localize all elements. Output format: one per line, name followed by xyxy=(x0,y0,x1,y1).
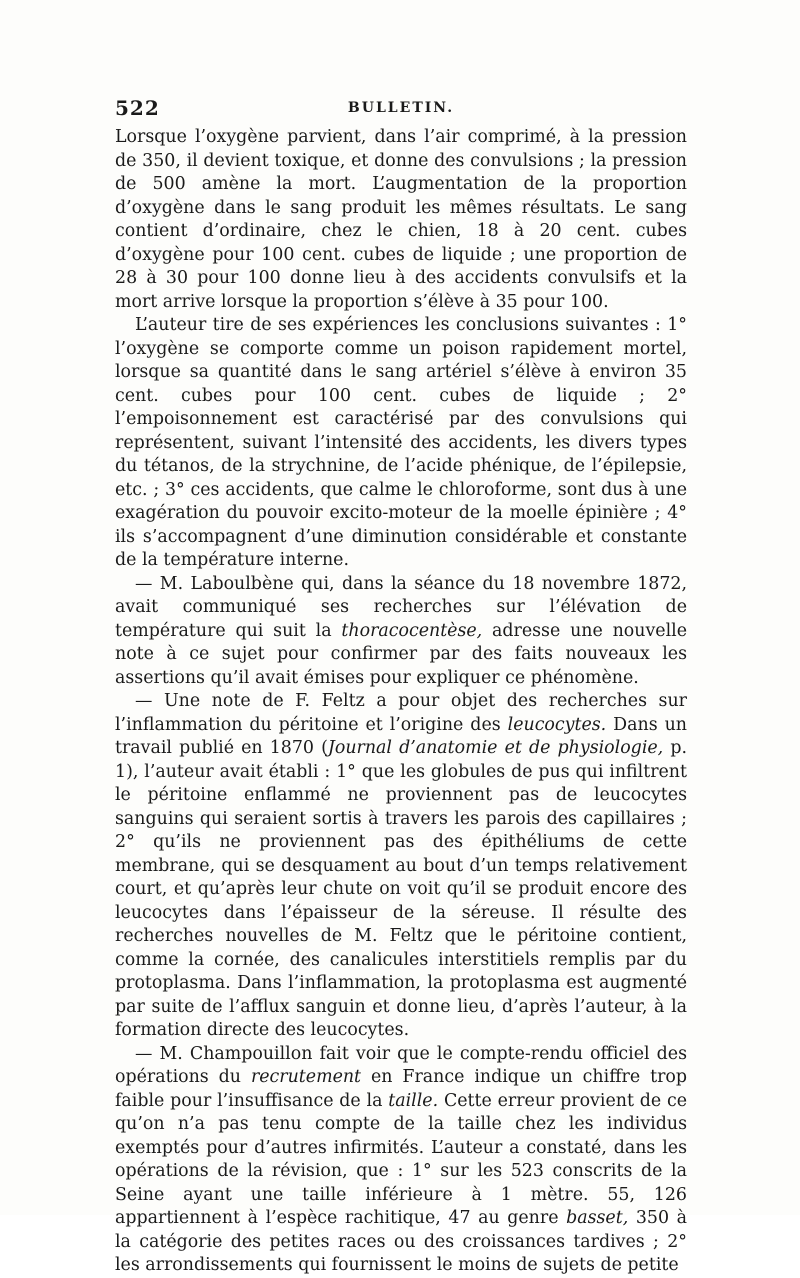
text-run: — Une note de F. Feltz a pour objet des recherches sur l’inflammation du péritoine et l’origine des xyxy=(115,691,687,735)
italic-term: taille. xyxy=(388,1090,439,1111)
text-run: Dans un travail publié en 1870 ( xyxy=(115,714,687,758)
text-run: p. 1), l’auteur avait établi : 1° que les globules de pus qui infiltrent le péritoine enflammé ne proviennent pas de leucocytes sanguins qui seraient sortis à travers les parois des capillaires ; 2° qu’ils ne proviennent pas des épithéliums de cette membrane, qui se desquament au bout d’un temps relativement court, et qu’après leur chute on voit qu’il se produit encore des leucocytes dans l’épaisseur de la séreuse. Il résulte des recherches nouvelles de M. Feltz que le péritoine contient, comme la cornée, des canalicules interstitiels remplis par du protoplasma. Dans l’inflammation, la protoplasma est augmenté par suite de l’afflux sanguin et donne lieu, d’après l’auteur, à la formation directe des leucocytes. xyxy=(115,738,687,1040)
text-run: adresse une nouvelle note à ce sujet pour confirmer par des faits nouveaux les assertions qu’il avait émises pour expliquer ce phénomène. xyxy=(115,620,687,688)
italic-term: basset, xyxy=(566,1208,629,1228)
paragraph-champouillon xyxy=(115,1043,687,1278)
paragraph-oxygen-toxicity: Lorsque l’oxygène parvient, dans l’air comprimé, à la pression de 350, il devient toxique, et donne des convulsions ; la pression de 500 amène la mort. L’augmentation de la proportion d’oxygène dans le sang produit les mêmes résultats. Le sang contient d’ordinaire, chez le chien, 18 à 20 cent. cubes d’oxygène pour 100 cent. cubes de liquide ; une proportion de 28 à 30 pour 100 donne lieu à des accidents convulsifs et la mort arrive lorsque la proportion s’élève à 35 pour 100. xyxy=(115,127,687,312)
paragraph-laboulbene xyxy=(115,573,687,691)
body-text xyxy=(115,126,687,1278)
italic-term: recrutement xyxy=(250,1067,362,1087)
text-run: — M. Champouillon fait voir que le compte-rendu officiel des opérations du xyxy=(115,1043,687,1087)
paragraph-conclusions: L’auteur tire de ses expériences les conclusions suivantes : 1° l’oxygène se comporte comme un poison rapidement mortel, lorsque sa quantité dans le sang artériel s’élève à environ 35 cent. cubes pour 100 cent. cubes de liquide ; 2° l’empoisonnement est caractérisé par des convulsions qui représentent, suivant l’intensité des accidents, les divers types du tétanos, de la strychnine, de l’acide phénique, de l’épilepsie, etc. ; 3° ces accidents, que calme le chloroforme, sont dus à une exagération du pouvoir excito-moteur de la moelle épinière ; 4° ils s’accompagnent d’une diminution considérable et constante de la température interne. xyxy=(115,315,687,570)
text-run: 350 à la catégorie des petites races ou des croissances tardives ; 2° les arrondissements qui fournissent le moins de sujets de petite xyxy=(115,1208,687,1275)
running-title: BULLETIN. xyxy=(347,100,455,116)
text-run: Cette erreur provient de ce qu’on n’a pas tenu compte de la taille chez les individus exemptés pour d’autres infirmités. L’auteur a constaté, dans les opérations de la révision, que : 1° sur les 523 conscrits de la Seine ayant une taille inférieure à 1 mètre. 55, 126 appartiennent à l’espèce rachitique, 47 au genre xyxy=(115,1090,687,1228)
page-number: 522 xyxy=(115,96,160,120)
text-run: — M. Laboulbène qui, dans la séance du 18 novembre 1872, avait communiqué ses recherches sur l’élévation de température qui suit la xyxy=(115,573,687,641)
page-header xyxy=(115,96,687,122)
paragraph-feltz xyxy=(115,690,687,1043)
journal-citation: Journal d’anatomie et de physiologie, xyxy=(327,738,664,758)
italic-term: thoracocentèse, xyxy=(341,620,483,641)
italic-term: leucocytes. xyxy=(507,714,607,735)
text-run: en France indique un chiffre trop faible pour l’insuffisance de la xyxy=(115,1067,687,1111)
